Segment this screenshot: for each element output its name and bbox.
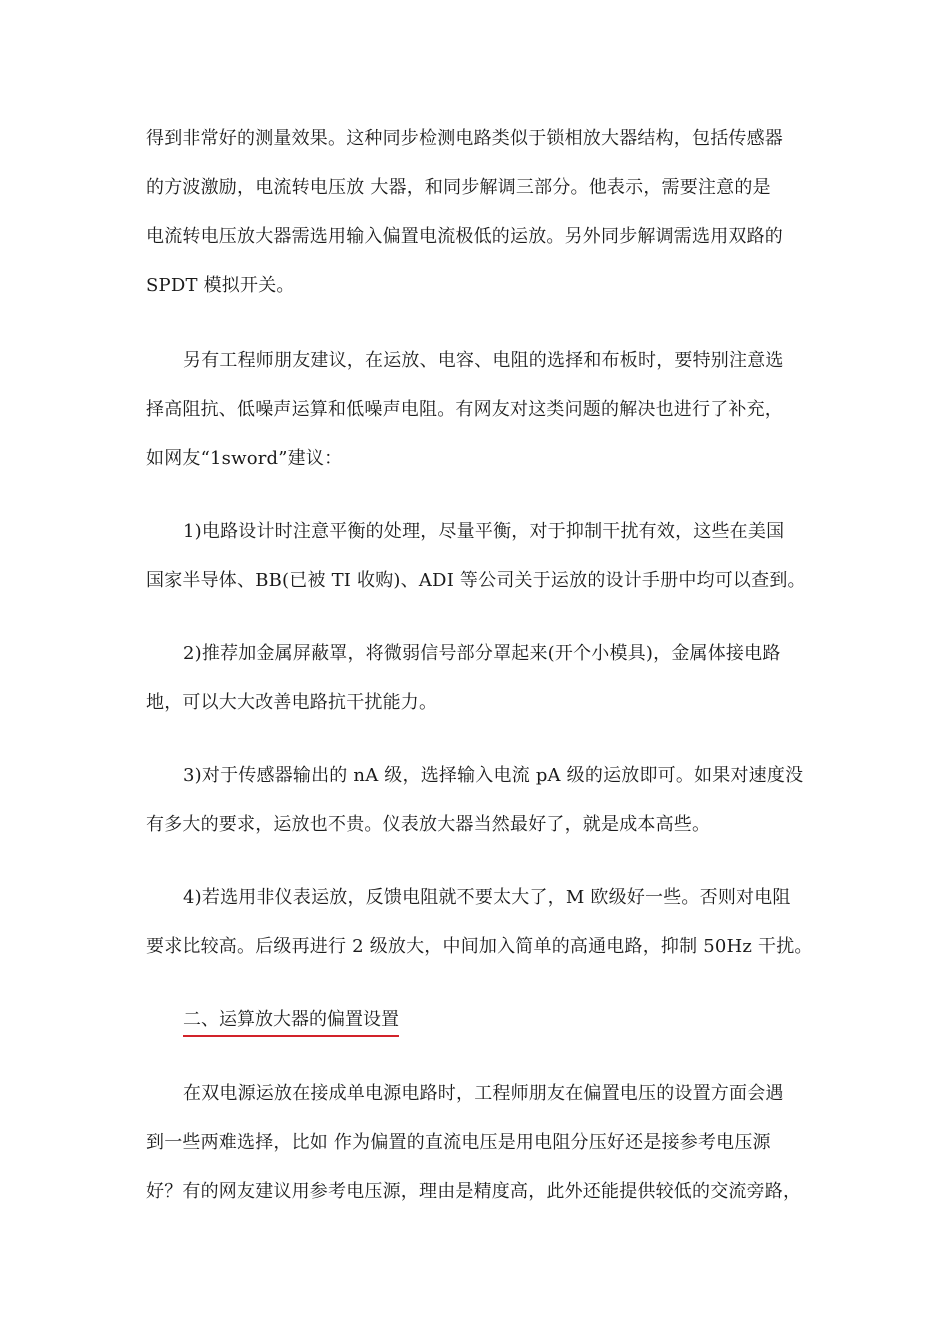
paragraph-4-line-2: 地，可以大大改善电路抗干扰能力。 [146,692,438,713]
paragraph-2-line-1: 另有工程师朋友建议，在运放、电容、电阻的选择和布板时，要特别注意选 [183,350,784,371]
paragraph-7-line-2: 到一些两难选择，比如 作为偏置的直流电压是用电阻分压好还是接参考电压源 [146,1132,771,1153]
paragraph-7-line-3: 好？有的网友建议用参考电压源，理由是精度高，此外还能提供较低的交流旁路， [146,1181,802,1202]
paragraph-3-line-1: 1)电路设计时注意平衡的处理，尽量平衡，对于抑制干扰有效，这些在美国 [183,521,785,542]
paragraph-6-line-1: 4)若选用非仪表运放，反馈电阻就不要太大了，M 欧级好一些。否则对电阻 [183,887,791,908]
paragraph-1-line-1: 得到非常好的测量效果。这种同步检测电路类似于锁相放大器结构，包括传感器 [146,128,783,149]
paragraph-1-line-4: SPDT 模拟开关。 [146,275,295,296]
paragraph-6-line-2: 要求比较高。后级再进行 2 级放大，中间加入简单的高通电路，抑制 50Hz 干扰。 [146,936,813,957]
paragraph-2-line-3: 如网友“1sword”建议： [146,448,343,469]
paragraph-5-line-2: 有多大的要求，运放也不贵。仪表放大器当然最好了，就是成本高些。 [146,814,711,835]
paragraph-4-line-1: 2)推荐加金属屏蔽罩，将微弱信号部分罩起来(开个小模具)，金属体接电路 [183,643,781,664]
paragraph-1-line-2: 的方波激励，电流转电压放 大器，和同步解调三部分。他表示，需要注意的是 [146,177,771,198]
paragraph-5-line-1: 3)对于传感器输出的 nA 级，选择输入电流 pA 级的运放即可。如果对速度没 [183,765,804,786]
paragraph-1-line-3: 电流转电压放大器需选用输入偏置电流极低的运放。另外同步解调需选用双路的 [146,226,783,247]
paragraph-7-line-1: 在双电源运放在接成单电源电路时，工程师朋友在偏置电压的设置方面会遇 [183,1083,784,1104]
section-heading: 二、运算放大器的偏置设置 [183,1008,399,1037]
paragraph-3-line-2: 国家半导体、BB(已被 TI 收购)、ADI 等公司关于运放的设计手册中均可以查到。 [146,570,806,591]
paragraph-2-line-2: 择高阻抗、低噪声运算和低噪声电阻。有网友对这类问题的解决也进行了补充， [146,399,783,420]
